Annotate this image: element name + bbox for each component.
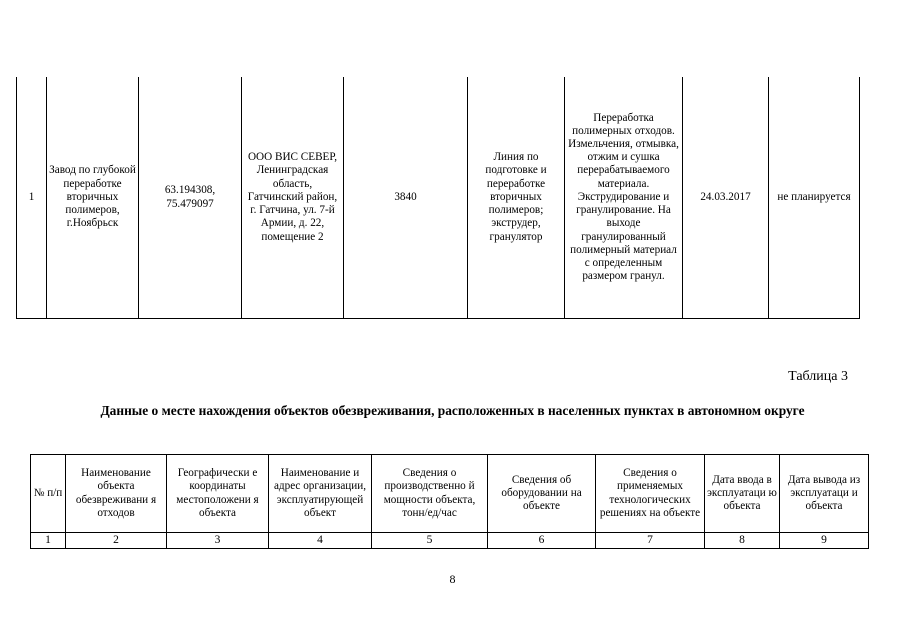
column-number: 3	[167, 533, 269, 549]
column-number-row	[31, 533, 869, 549]
header-cell: № п/п	[31, 455, 66, 533]
table-cell: 63.194308, 75.479097	[139, 77, 242, 319]
header-cell: Дата вывода из эксплуатаци и объекта	[780, 455, 869, 533]
table-cell: 1	[17, 77, 47, 319]
column-number: 9	[780, 533, 869, 549]
header-cell: Наименование объекта обезвреживани я отходов	[66, 455, 167, 533]
table-header-row	[31, 455, 869, 533]
column-number: 6	[488, 533, 596, 549]
table-caption: Таблица 3	[788, 369, 848, 384]
table-cell: не планируется	[769, 77, 860, 319]
header-cell: Сведения о производственно й мощности объекта, тонн/ед/час	[372, 455, 488, 533]
column-number: 5	[372, 533, 488, 549]
column-number: 1	[31, 533, 66, 549]
table-cell: 24.03.2017	[683, 77, 769, 319]
header-cell: Сведения о применяемых технологических решениях на объекте	[596, 455, 705, 533]
column-number: 7	[596, 533, 705, 549]
objects-table-continuation	[16, 77, 860, 319]
table-cell: Завод по глубокой переработке вторичных полимеров, г.Ноябрьск	[47, 77, 139, 319]
table-cell: Переработка полимерных отходов. Измельчения, отмывка, отжим и сушка перерабатываемого материала. Экструдирование и гранулирование. На выходе гранулированный полимерный материал с определенным размером гранул.	[565, 77, 683, 319]
table-cell: 3840	[344, 77, 468, 319]
column-number: 2	[66, 533, 167, 549]
table-cell: ООО ВИС СЕВЕР, Ленинградская область, Гатчинский район, г. Гатчина, ул. 7-й Армии, д. 22, помещение 2	[242, 77, 344, 319]
table-cell: Линия по подготовке и переработке вторичных полимеров; экструдер, гранулятор	[468, 77, 565, 319]
header-cell: Наименование и адрес организации, эксплуатирующей объект	[269, 455, 372, 533]
page-number: 8	[449, 572, 456, 586]
table-row	[17, 77, 860, 319]
disposal-objects-table	[30, 454, 869, 549]
column-number: 4	[269, 533, 372, 549]
table-title: Данные о месте нахождения объектов обезвреживания, расположенных в населенных пунктах в автономном округе	[100, 403, 805, 418]
header-cell: Дата ввода в эксплуатаци ю объекта	[705, 455, 780, 533]
header-cell: Географически е координаты местоположени я объекта	[167, 455, 269, 533]
column-number: 8	[705, 533, 780, 549]
header-cell: Сведения об оборудовании на объекте	[488, 455, 596, 533]
